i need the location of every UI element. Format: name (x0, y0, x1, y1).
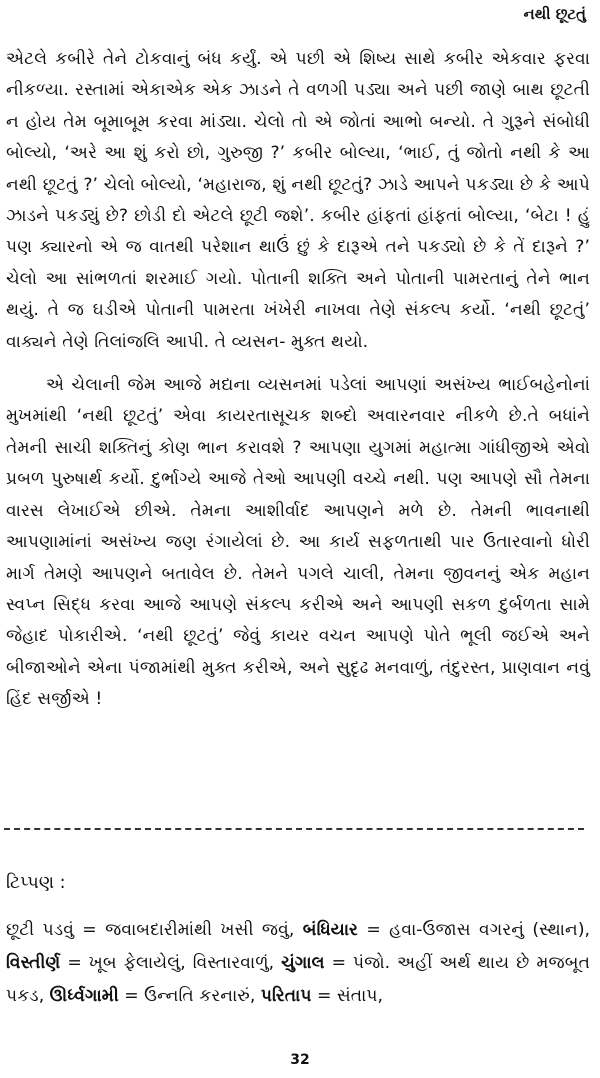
glossary-meaning: ખૂબ ફેલાયેલું, વિસ્તારવાળું, (88, 953, 275, 973)
glossary-term: વિસ્તીર્ણ (6, 953, 61, 973)
body-text (6, 44, 590, 716)
glossary-meaning: પંજો. અહીં અર્થ થાય છે મજબૂત પકડ, (6, 953, 591, 1006)
glossary-meaning: હવા-ઉજાસ વગરનું (સ્થાન), (389, 920, 590, 940)
page-number: 32 (290, 1052, 310, 1068)
glossary-notes: છૂટી પડવું = જવાબદારીમાંથી ખસી જવું, બંધિયાર = હવા-ઉજાસ વગરનું (સ્થાન), વિસ્તીર્ણ = ખૂબ ફેલાયેલું, વિસ્તારવાળું, ચુંગાલ = પંજો. અહીં અર્થ થાય છે મજબૂત પકડ, ઊર્ધ્વગામી = ઉન્નતિ કરનારું, પરિતાપ = સંતાપ, (6, 920, 591, 1006)
paragraph: એ ચેલાની જેમ આજે મદ્યના વ્યસનમાં પડેલાં આપણાં અસંખ્ય ભાઈબહેનોનાં મુખમાંથી ‘નથી છૂટતું’ એવા કાયરતાસૂચક શબ્દો અવારનવાર નીકળે છે.તે બધાંને તેમની સાચી શક્તિનું કોણ ભાન કરાવશે ? આપણા યુગમાં મહાત્મા ગાંધીજીએ એવો પ્રબળ પુરુષાર્થ કર્યો. દુર્ભાગ્યે આજે તેઓ આપણી વચ્ચે નથી. પણ આપણે સૌ તેમના વારસ લેખાઈએ છીએ. તેમના આશીર્વાદ આપણને મળે છે. તેમની ભાવનાથી આપણામાંનાં અસંખ્ય જણ રંગાયેલાં છે. આ કાર્ય સફળતાથી પાર ઉતારવાનો ધોરી માર્ગ તેમણે આપણને બતાવેલ છે. તેમને પગલે ચાલી, તેમના જીવનનું એક મહાન સ્વપ્ન સિદ્ધ કરવા આજે આપણે સંકલ્પ કરીએ અને આપણી સકળ દુર્બળતા સામે જેહાદ પોકારીએ. ‘નથી છૂટતું’ જેવું કાયર વચન આપણે પોતે ભૂલી જઈએ અને બીજાઓને એના પંજામાંથી મુક્ત કરીએ, અને સુદૃઢ મનવાળું, તંદુરસ્ત, પ્રાણવાન નવું હિંદ સર્જીએ ! (6, 375, 590, 710)
glossary-term: પરિતાપ (260, 986, 312, 1006)
section-divider (4, 828, 584, 830)
glossary-term: ઊર્ધ્વગામી (49, 986, 119, 1006)
running-head: નથી છૂટતું (523, 5, 586, 23)
paragraph: એટલે કબીરે તેને ટોકવાનું બંધ કર્યું. એ પછી એ શિષ્ય સાથે કબીર એકવાર ફરવા નીકળ્યા. રસ્તામાં એકાએક એક ઝાડને તે વળગી પડ્યા અને પછી જાણે બાથ છૂટતી ન હોય તેમ બૂમાબૂમ કરવા માંડ્યા. ચેલો તો એ જોતાં આભો બન્યો. તે ગુરૂને સંબોધી બોલ્યો, ‘અરે આ શું કરો છો, ગુરુજી ?’ કબીર બોલ્યા, ‘ભાઈ, તું જોતો નથી કે આ નથી છૂટતું ?’ ચેલો બોલ્યો, ‘મહારાજ, શું નથી છૂટતું? ઝાડે આપને પકડ્યા છે કે આપે ઝાડને પકડ્યું છે? છોડી દો એટલે છૂટી જશે’. કબીર હાંફતાં હાંફતાં બોલ્યા, ‘બેટા ! હું પણ ક્યારનો એ જ વાતથી પરેશાન થાઉં છું કે દારૂએ તને પકડ્યો છે કે તેં દારૂને ?’ ચેલો આ સાંભળતાં શરમાઈ ગયો. પોતાની શક્તિ અને પોતાની પામરતાનું તેને ભાન થયું. તે જ ઘડીએ પોતાની પામરતા ખંખેરી નાખવા તેણે સંકલ્પ કર્યો. ‘નથી છૂટતું’ વાક્યને તેણે તિલાંજલિ આપી. તે વ્યસન- મુક્ત થયો. (6, 49, 590, 352)
glossary-meaning: ઉન્નતિ કરનારું, (144, 986, 256, 1006)
glossary-meaning: જવાબદારીમાંથી ખસી જવું, (105, 920, 295, 940)
glossary-term: બંધિયાર (302, 920, 358, 940)
glossary-term: ચુંગાલ (281, 953, 325, 973)
glossary-meaning: સંતાપ, (336, 986, 384, 1006)
glossary-term: છૂટી પડવું (6, 920, 74, 940)
notes-heading: ટિપ્પણ : (6, 873, 66, 893)
